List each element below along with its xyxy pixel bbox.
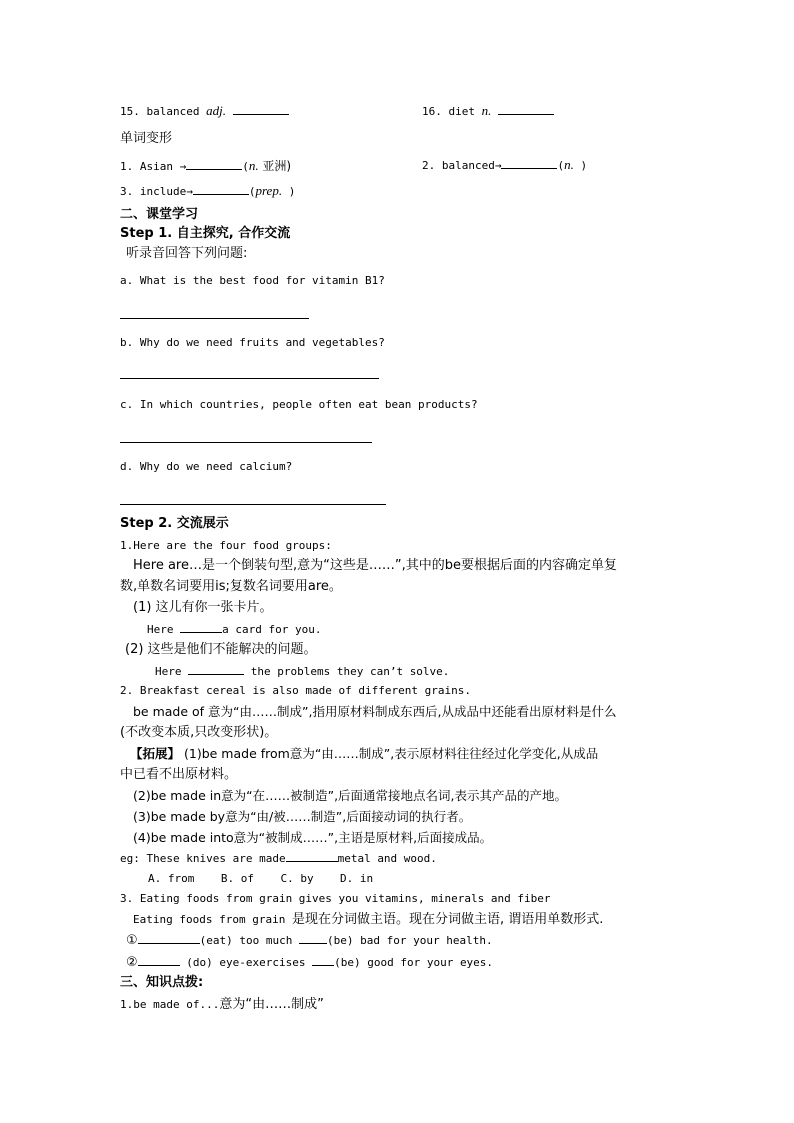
answer-blank[interactable] bbox=[188, 663, 244, 675]
extension-4: (4)be made into意为“被制成……”,主语是原材料,后面接成品。 bbox=[133, 830, 493, 845]
section-2-heading: 二、课堂学习 bbox=[120, 207, 199, 222]
answer-blank[interactable] bbox=[180, 621, 222, 633]
point-1-note-line-1: Here are…是一个倒装句型,意为“这些是……”,其中的be要根据后面的内容确定单复 bbox=[133, 558, 617, 573]
example-1-en-end: a card for you. bbox=[222, 623, 322, 636]
word-form-3-word: 3. include→ bbox=[120, 185, 193, 198]
vocab-item-15-space bbox=[226, 105, 233, 118]
practice-2-end: (be) good for your eyes. bbox=[334, 956, 494, 969]
answer-blank[interactable] bbox=[138, 932, 200, 944]
eg-options: A. from B. of C. by D. in bbox=[148, 872, 374, 885]
word-forms-heading: 单词变形 bbox=[120, 131, 173, 146]
example-1-en-start: Here bbox=[147, 623, 181, 636]
answer-line-c[interactable] bbox=[120, 442, 372, 443]
vocab-item-15 bbox=[120, 103, 289, 120]
practice-2-mid: (do) eye-exercises bbox=[179, 956, 313, 969]
answer-blank[interactable] bbox=[299, 932, 327, 944]
extension-2: (2)be made in意为“在……被制造”,后面通常接地点名词,表示其产品的产地。 bbox=[133, 788, 568, 803]
answer-line-a[interactable] bbox=[120, 318, 309, 319]
word-form-2-word: 2. balanced→ bbox=[422, 159, 502, 172]
question-b: b. Why do we need fruits and vegetables? bbox=[120, 336, 385, 349]
point-1-note-line-2: 数,单数名词要用is;复数名词要用are。 bbox=[120, 579, 342, 594]
point-2-note-line-2: (不改变本质,只改变形状)。 bbox=[120, 725, 278, 740]
word-form-3 bbox=[120, 183, 295, 200]
practice-1-end: (be) bad for your health. bbox=[327, 934, 493, 947]
answer-blank[interactable] bbox=[233, 103, 289, 115]
word-form-3-paren: ( bbox=[248, 185, 256, 198]
word-form-1-word: 1. Asian → bbox=[120, 160, 187, 173]
point-3-note bbox=[133, 911, 603, 929]
extension-1-text: (1)be made from意为“由……制成”,表示原材料往往经过化学变化,从成品 bbox=[180, 746, 599, 761]
section-3-heading: 三、知识点拨: bbox=[120, 975, 204, 990]
word-form-1-pos: n. bbox=[248, 158, 259, 173]
question-a: a. What is the best food for vitamin B1? bbox=[120, 274, 385, 287]
answer-blank[interactable] bbox=[498, 103, 554, 115]
answer-line-b[interactable] bbox=[120, 378, 379, 379]
vocab-item-16-pos: n. bbox=[481, 103, 492, 118]
extension-line-2: 中已看不出原材料。 bbox=[120, 767, 238, 782]
extension-label: 【拓展】 bbox=[130, 746, 181, 761]
word-form-1-hint: 亚洲) bbox=[258, 159, 292, 173]
section-3-point-1-zh: 意为“由……制成” bbox=[219, 997, 324, 1012]
example-1-en bbox=[147, 621, 321, 638]
vocab-item-15-pos: adj. bbox=[206, 103, 226, 118]
word-form-2 bbox=[422, 157, 587, 174]
point-3-note-zh: 是现在分词做主语。现在分词做主语, 谓语用单数形式. bbox=[291, 912, 604, 927]
word-form-1-paren: ( bbox=[242, 160, 249, 173]
practice-2 bbox=[126, 954, 493, 972]
word-form-3-hint: ) bbox=[282, 185, 296, 198]
example-eg-end: metal and wood. bbox=[337, 852, 437, 865]
vocab-item-16-space bbox=[491, 105, 498, 118]
word-form-2-pos: n. bbox=[564, 157, 574, 172]
section-3-point-1-en: 1.be made of... bbox=[120, 998, 220, 1011]
example-2-en-start: Here bbox=[155, 665, 189, 678]
extension-line-1 bbox=[130, 745, 598, 763]
practice-2-num: ② bbox=[126, 955, 138, 970]
practice-1 bbox=[126, 932, 493, 950]
word-form-2-paren: ( bbox=[557, 159, 565, 172]
answer-blank[interactable] bbox=[501, 157, 557, 169]
example-1-zh: (1) 这儿有你一张卡片。 bbox=[133, 600, 273, 615]
question-c: c. In which countries, people often eat bean products? bbox=[120, 398, 478, 411]
answer-blank[interactable] bbox=[193, 183, 249, 195]
point-2-note-line-1: be made of 意为“由……制成”,指用原材料制成东西后,从成品中还能看出原材料是什么 bbox=[133, 704, 617, 719]
example-2-en-end: the problems they can’t solve. bbox=[244, 665, 450, 678]
practice-1-mid: (eat) too much bbox=[199, 934, 299, 947]
answer-blank[interactable] bbox=[186, 158, 242, 170]
answer-blank[interactable] bbox=[286, 850, 338, 862]
vocab-item-15-word: 15. balanced bbox=[120, 105, 207, 118]
answer-blank[interactable] bbox=[312, 954, 334, 966]
vocab-item-16-word: 16. diet bbox=[422, 105, 482, 118]
section-3-point-1 bbox=[120, 996, 324, 1014]
word-form-2-hint: ) bbox=[573, 159, 588, 172]
example-2-en bbox=[155, 663, 449, 680]
vocab-item-16 bbox=[422, 103, 554, 120]
point-1-title: 1.Here are the four food groups: bbox=[120, 539, 332, 552]
point-2-title: 2. Breakfast cereal is also made of different grains. bbox=[120, 684, 471, 697]
example-eg-start: eg: These knives are made bbox=[120, 852, 286, 865]
extension-3: (3)be made by意为“由/被……制造”,后面接动词的执行者。 bbox=[133, 809, 472, 824]
point-3-note-en: Eating foods from grain bbox=[133, 913, 292, 926]
point-3-title: 3. Eating foods from grain gives you vitamins, minerals and fiber bbox=[120, 892, 551, 905]
practice-1-num: ① bbox=[126, 933, 138, 948]
word-form-3-pos: prep. bbox=[255, 183, 283, 198]
step-2-heading: Step 2. 交流展示 bbox=[120, 516, 229, 531]
word-form-1 bbox=[120, 157, 291, 175]
example-2-zh: (2) 这些是他们不能解决的问题。 bbox=[125, 642, 317, 657]
question-d: d. Why do we need calcium? bbox=[120, 460, 293, 473]
listening-instruction: 听录音回答下列问题: bbox=[126, 246, 248, 261]
answer-line-d[interactable] bbox=[120, 504, 386, 505]
answer-blank[interactable] bbox=[138, 954, 180, 966]
step-1-heading: Step 1. 自主探究, 合作交流 bbox=[120, 226, 291, 241]
example-eg bbox=[120, 850, 437, 867]
